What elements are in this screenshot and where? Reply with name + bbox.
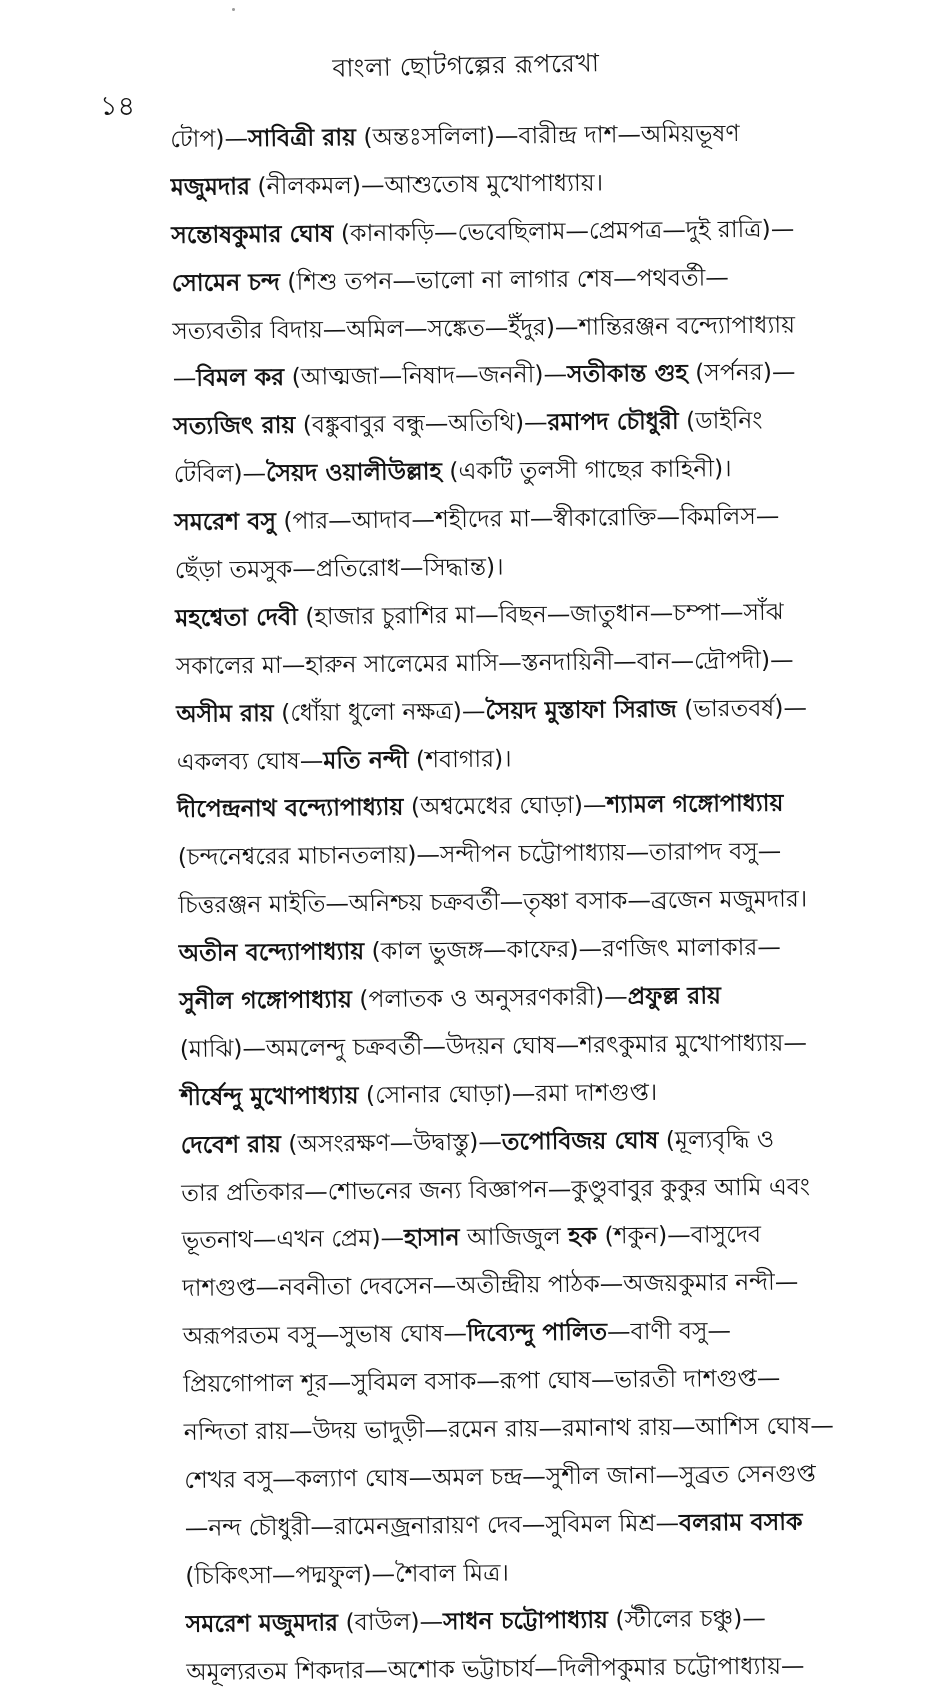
text-line xyxy=(178,827,838,882)
text-run: (অন্তঃসলিলা)—বারীন্দ্র দাশ—অমিয়ভূষণ xyxy=(355,119,740,152)
text-line xyxy=(175,588,835,643)
author-name: তপোবিজয় ঘোষ xyxy=(501,1125,659,1156)
text-run: (শকুন)—বাসুদেব xyxy=(596,1220,762,1251)
text-run: একলব্য ঘোষ— xyxy=(176,746,324,776)
text-run: সত্যবতীর বিদায়—অমিল—সঙ্কেত—ইঁদুর)—শান্তিরঞ্জন বন্দ্যোপাধ্যায় xyxy=(172,310,796,345)
text-line xyxy=(179,923,839,978)
text-run: নন্দিতা রায়—উদয় ভাদুড়ী—রমেন রায়—রমানাথ রায়—আশিস ঘোষ— xyxy=(183,1411,834,1446)
author-name: সোমেন চন্দ xyxy=(171,267,281,297)
text-line xyxy=(184,1402,844,1457)
text-run: প্রিয়গোপাল শূর—সুবিমল বসাক—রূপা ঘোষ—ভারতী দাশগুপ্ত— xyxy=(183,1363,781,1399)
author-name: প্রফুল্ল রায় xyxy=(627,981,722,1011)
text-line xyxy=(175,540,835,595)
text-line xyxy=(184,1450,844,1505)
text-line xyxy=(182,1211,842,1266)
text-run: (মাঝি)—অমলেন্দু চক্রবর্তী—উদয়ন ঘোষ—শরৎকুমার মুখোপাধ্যায়— xyxy=(179,1028,808,1063)
author-name: সাধন চট্টোপাধ্যায় xyxy=(442,1605,609,1635)
text-line xyxy=(180,1019,840,1074)
text-line xyxy=(185,1498,845,1553)
text-run: — xyxy=(172,364,197,393)
text-run: (অসংরক্ষণ—উদ্বাস্তু)— xyxy=(280,1127,502,1158)
author-name: সুনীল গঙ্গোপাধ্যায় xyxy=(179,985,353,1015)
author-name: হাসান xyxy=(403,1223,460,1253)
author-name: রমাপদ চৌধুরী xyxy=(547,407,679,437)
text-run: (মূল্যবৃদ্ধি ও xyxy=(658,1124,775,1154)
text-line xyxy=(170,109,830,164)
author-name: বলরাম বসাক xyxy=(678,1507,803,1537)
text-run: (আত্মজা—নিষাদ—জননী)— xyxy=(284,360,568,392)
author-name: শ্যামল গঙ্গোপাধ্যায় xyxy=(606,789,784,819)
text-line xyxy=(177,780,837,835)
author-name: সমরেশ মজুমদার xyxy=(185,1607,339,1638)
text-run: দাশগুপ্ত—নবনীতা দেবসেন—অতীন্দ্রীয় পাঠক—অজয়কুমার নন্দী— xyxy=(182,1267,799,1303)
text-run: (কাল ভুজঙ্গ—কাফের)—রণজিৎ মালাকার— xyxy=(363,932,781,966)
author-name: সতীকান্ত গুহ xyxy=(566,359,688,389)
text-run: টেবিল)— xyxy=(173,459,267,489)
text-run: (স্টীলের চঞ্চু)— xyxy=(607,1603,766,1634)
text-run: শেখর বসু—কল্যাণ ঘোষ—অমল চন্দ্র—সুশীল জানা—সুব্রত সেনগুপ্ত xyxy=(184,1459,816,1494)
text-run: সকালের মা—হারুন সালেমের মাসি—স্তনদায়িনী—বান—দ্রৌপদী)— xyxy=(175,645,794,680)
text-run: (একটি তুলসী গাছের কাহিনী)। xyxy=(441,454,732,486)
text-run: —বাণী বসু— xyxy=(606,1316,732,1346)
author-name: অসীম রায় xyxy=(176,698,274,728)
text-run: (বাউল)— xyxy=(337,1606,444,1636)
text-run: (সোনার ঘোড়া)—রমা দাশগুপ্ত। xyxy=(358,1077,658,1109)
text-run: (পার—আদাব—শহীদের মা—স্বীকারোক্তি—কিমলিস— xyxy=(275,501,780,536)
text-run: (নীলকমল)—আশুতোষ মুখোপাধ্যায়। xyxy=(249,168,604,201)
text-line xyxy=(182,1258,842,1313)
text-run: (চিকিৎসা—পদ্মফুল)—শৈবাল মিত্র। xyxy=(185,1558,509,1590)
text-line xyxy=(173,396,833,451)
text-line xyxy=(174,444,834,499)
text-run: (চন্দনেশ্বরের মাচানতলায়)—সন্দীপন চট্টোপাধ্যায়—তারাপদ বসু— xyxy=(177,836,782,872)
author-name: সত্যজিৎ রায় xyxy=(173,411,296,441)
text-run: আজিজুল xyxy=(459,1222,569,1252)
text-line xyxy=(179,971,839,1026)
text-line xyxy=(177,732,837,787)
text-run: —নন্দ চৌধুরী—রামেনজ্রনারায়ণ দেব—সুবিমল মিশ্র— xyxy=(184,1508,680,1542)
author-name: সৈয়দ মুস্তাফা সিরাজ xyxy=(485,694,677,725)
author-name: দীপেন্দ্রনাথ বন্দ্যোপাধ্যায় xyxy=(177,793,404,824)
text-run: চিত্তরঞ্জন মাইতি—অনিশ্চয় চক্রবর্তী—তৃষ্ণা বসাক—ব্রজেন মজুমদার। xyxy=(178,884,808,920)
author-name: সমরেশ বসু xyxy=(174,507,277,537)
text-line xyxy=(186,1594,846,1649)
author-name: বিমল কর xyxy=(196,363,285,393)
text-run: (শিশু তপন—ভালো না লাগার শেষ—পথবর্তী— xyxy=(279,262,729,296)
text-run: (বঙ্কুবাবুর বন্ধু—অতিথি)— xyxy=(295,408,548,440)
text-line xyxy=(171,157,831,212)
author-name: সৈয়দ ওয়ালীউল্লাহ xyxy=(265,457,442,488)
text-line xyxy=(180,1067,840,1122)
page-number: ১৪ xyxy=(100,91,136,122)
text-run: (হাজার চুরাশির মা—বিছন—জাতুধান—চম্পা—সাঁঝ xyxy=(297,597,784,631)
scan-speck xyxy=(232,8,235,11)
text-run: (পলাতক ও অনুসরণকারী)— xyxy=(351,982,628,1014)
text-line xyxy=(173,349,833,404)
text-line xyxy=(181,1115,841,1170)
author-name: শীর্ষেন্দু মুখোপাধ্যায় xyxy=(180,1080,359,1111)
text-run: ভূতনাথ—এখন প্রেম)— xyxy=(181,1224,405,1255)
text-run: (ডাইনিং xyxy=(678,406,763,436)
author-name: মহশ্বেতা দেবী xyxy=(175,602,298,632)
text-line xyxy=(183,1354,843,1409)
author-name: সাবিত্রী রায় xyxy=(247,123,357,153)
body-text xyxy=(170,109,847,1696)
text-line xyxy=(174,492,834,547)
text-line xyxy=(185,1546,845,1601)
author-name: সন্তোষকুমার ঘোষ xyxy=(171,219,334,249)
text-line xyxy=(172,301,832,356)
author-name: হক xyxy=(568,1222,598,1251)
author-name: মজুমদার xyxy=(170,172,251,201)
text-run: টোপ)— xyxy=(170,124,249,153)
text-line xyxy=(181,1163,841,1218)
text-run: (সর্পনর)— xyxy=(687,357,796,388)
text-run: অমূল্যরতম শিকদার—অশোক ভট্টাচার্য—দিলীপকুমার চট্টোপাধ্যায়— xyxy=(186,1650,805,1686)
author-name: দিব্যেন্দু পালিত xyxy=(466,1317,608,1348)
author-name: দেবেশ রায় xyxy=(180,1129,281,1159)
text-run: (ভারতবর্ষ)— xyxy=(676,693,808,723)
text-line xyxy=(178,875,838,930)
text-run: অরূপরতম বসু—সুভাষ ঘোষ— xyxy=(182,1319,468,1351)
text-line xyxy=(172,253,832,308)
text-run: (অশ্বমেধের ঘোড়া)— xyxy=(403,790,607,822)
text-run: তার প্রতিকার—শোভনের জন্য বিজ্ঞাপন—কুণ্ডুবাবুর কুকুর আমি এবং xyxy=(181,1171,811,1207)
text-line xyxy=(176,684,836,739)
text-run: (ধোঁয়া ধুলো নক্ষত্র)— xyxy=(273,696,486,727)
text-run: (শবাগার)। xyxy=(408,744,512,774)
author-name: অতীন বন্দ্যোপাধ্যায় xyxy=(178,937,365,968)
text-line xyxy=(171,205,831,260)
author-name: মতি নন্দী xyxy=(323,745,409,775)
text-run: (কানাকড়ি—ভেবেছিলাম—প্রেমপত্র—দুই রাত্রি)— xyxy=(333,214,795,248)
text-line xyxy=(176,636,836,691)
running-header-title: বাংলা ছোটগল্পের রূপরেখা xyxy=(332,48,600,83)
text-line xyxy=(183,1306,843,1361)
text-run: ছেঁড়া তমসুক—প্রতিরোধ—সিদ্ধান্ত)। xyxy=(174,552,504,584)
